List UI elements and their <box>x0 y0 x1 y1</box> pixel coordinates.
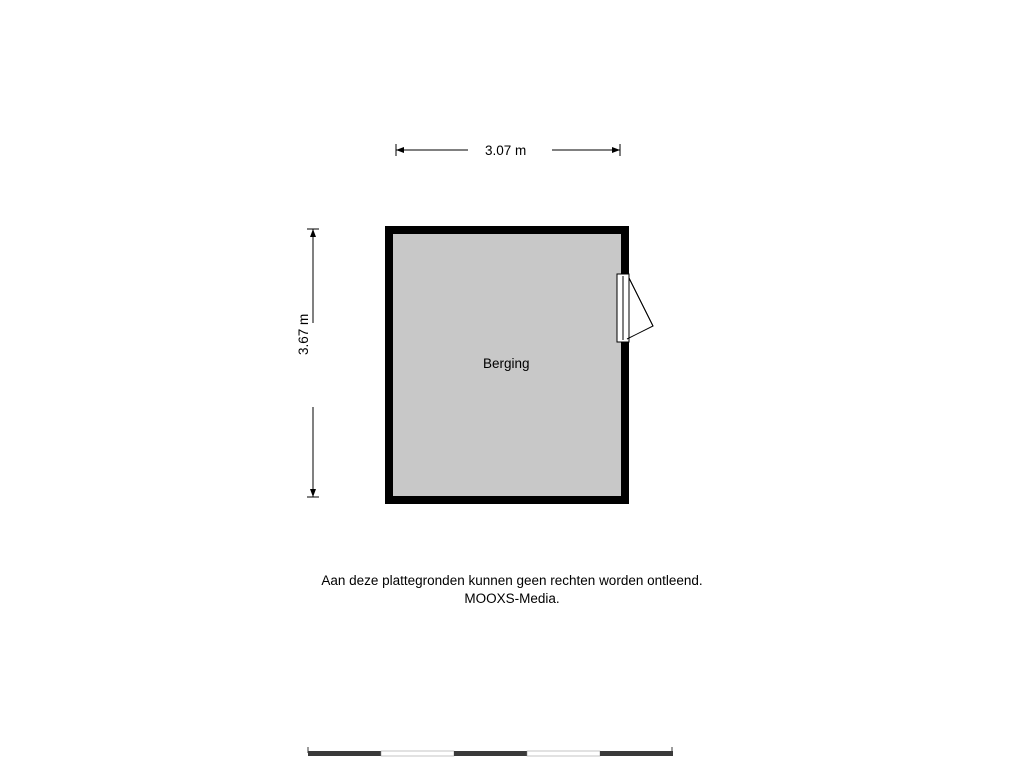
disclaimer-line-1: Aan deze plattegronden kunnen geen rechten worden ontleend. <box>321 573 703 588</box>
swing-door <box>617 274 653 342</box>
room-label-berging: Berging <box>483 356 530 371</box>
dimension-left-label: 3.67 m <box>296 313 311 355</box>
disclaimer-line-2: MOOXS-Media. <box>464 591 560 606</box>
disclaimer <box>0 572 1024 608</box>
dimension-left <box>303 229 323 497</box>
scale-bar <box>308 747 673 756</box>
dimension-top-label: 3.07 m <box>485 143 527 158</box>
